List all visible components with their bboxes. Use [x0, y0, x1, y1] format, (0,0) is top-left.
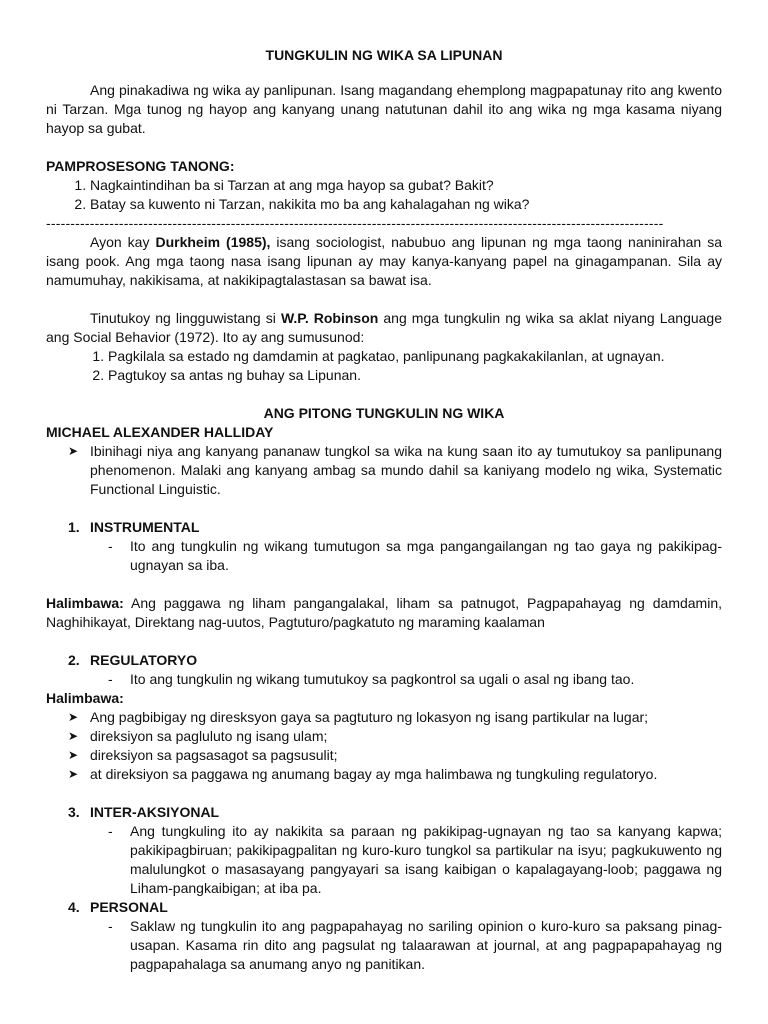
list-item: ➤ direksiyon sa pagluluto ng isang ulam;	[68, 728, 328, 744]
dash-bullet: -	[108, 918, 113, 934]
regulatoryo-examples	[46, 708, 722, 784]
pito-author: MICHAEL ALEXANDER HALLIDAY	[46, 424, 274, 440]
section-heading-personal	[46, 898, 722, 917]
arrow-bullet-icon: ➤	[68, 729, 79, 743]
example-label: Halimbawa:	[46, 595, 124, 611]
durkheim-lead: Ayon kay	[90, 234, 156, 250]
section-name: INSTRUMENTAL	[90, 519, 200, 535]
section-heading-instrumental	[46, 518, 722, 537]
robinson-list	[46, 347, 722, 385]
dash-bullet: -	[108, 538, 113, 554]
list-item	[108, 537, 722, 575]
robinson-paragraph	[46, 309, 722, 347]
instrumental-desc	[46, 537, 722, 575]
list-item	[68, 442, 722, 499]
section-name: PERSONAL	[90, 899, 168, 915]
robinson-rest: ang mga tungkulin ng wika sa aklat niyang Language ang Social Behavior (1972). Ito ay ang sumusunod:	[46, 310, 722, 345]
pito-desc-list	[46, 442, 722, 499]
personal-desc	[46, 917, 722, 974]
arrow-bullet-icon: ➤	[68, 710, 79, 724]
list-item: ➤ Ang pagbibigay ng diresksyon gaya sa pagtuturo ng lokasyon ng isang partikular na lugar;	[68, 709, 649, 725]
example-label: Halimbawa:	[46, 690, 124, 706]
section-number: 4.	[68, 899, 80, 915]
instrumental-desc-text: Ito ang tungkulin ng wikang tumutugon sa mga pangangailangan ng tao gaya ng pakikipag-ugnayan sa iba.	[130, 538, 722, 573]
example-text: Ang paggawa ng liham pangangalakal, liham sa patnugot, Pagpapahayag ng damdamin, Naghihikayat, Direktang nag-uutos, Pagtuturo/pagkatuto ng maraming kaalaman	[46, 595, 722, 630]
list-item	[108, 917, 722, 974]
pamproseso-heading: PAMPROSESONG TANONG:	[46, 158, 235, 174]
dash-bullet: -	[108, 671, 113, 687]
list-item: 2. Batay sa kuwento ni Tarzan, nakikita mo ba ang kahalagahan ng wika?	[90, 195, 722, 214]
document-title: TUNGKULIN NG WIKA SA LIPUNAN	[265, 47, 503, 63]
list-item: ➤ at direksiyon sa paggawa ng anumang bagay ay mga halimbawa ng tungkuling regulatoryo.	[68, 766, 658, 782]
pito-desc: Ibinihagi niya ang kanyang pananaw tungkol sa wika na kung saan ito ay tumutukoy sa panlipunang phenomenon. Malaki ang kanyang ambag sa mundo dahil sa kaniyang modelo ng wika, Systematic Functional Linguistic.	[90, 443, 722, 497]
list-item: ➤ direksiyon sa pagsasagot sa pagsusulit;	[68, 747, 338, 763]
intro-paragraph: Ang pinakadiwa ng wika ay panlipunan. Isang magandang ehemplong magpapatunay rito ang kwento ni Tarzan. Mga tunog ng hayop ang kanyang unang natutunan dahil ito ang wika ng mga kasama niyang hayop sa gubat.	[46, 82, 722, 136]
arrow-bullet-icon: ➤	[68, 444, 79, 458]
interaksiyonal-desc	[46, 822, 722, 898]
separator-line: -------------------------------------------------------------------------------------------------------------------------------	[46, 215, 664, 231]
regulatoryo-desc	[46, 670, 722, 689]
arrow-bullet-icon: ➤	[68, 767, 79, 781]
list-item: 1. Nagkaintindihan ba si Tarzan at ang mga hayop sa gubat? Bakit?	[90, 176, 722, 195]
robinson-lead: Tinutukoy ng lingguwistang si	[90, 310, 281, 326]
pito-heading: ANG PITONG TUNGKULIN NG WIKA	[263, 405, 505, 421]
durkheim-name: Durkheim (1985),	[155, 234, 271, 250]
regulatoryo-desc-text: Ito ang tungkulin ng wikang tumutukoy sa pagkontrol sa ugali o asal ng ibang tao.	[130, 671, 635, 687]
list-item	[108, 822, 722, 898]
list-item: 2. Pagtukoy sa antas ng buhay sa Lipunan.	[108, 366, 722, 385]
section-number: 1.	[68, 519, 80, 535]
section-name: INTER-AKSIYONAL	[90, 804, 220, 820]
section-name: REGULATORYO	[90, 652, 198, 668]
durkheim-paragraph	[46, 233, 722, 290]
arrow-bullet-icon: ➤	[68, 748, 79, 762]
section-number: 2.	[68, 652, 80, 668]
robinson-name: W.P. Robinson	[280, 310, 379, 326]
list-item	[108, 670, 722, 689]
section-number: 3.	[68, 804, 80, 820]
interaksiyonal-desc-text: Ang tungkuling ito ay nakikita sa paraan ng pakikipag-ugnayan ng tao sa kanyang kapwa; pakikipagbiruan; pakikipagpalitan ng kuro-kuro tungkol sa partikular na isyu; pagkukuwento ng malulungkot o masasayang pangyayari sa isang kaibigan o kapalagayang-loob; paggawa ng Liham-pangkaibigan; at iba pa.	[130, 823, 722, 896]
section-heading-regulatoryo	[46, 651, 722, 670]
personal-desc-text: Saklaw ng tungkulin ito ang pagpapahayag no sariling opinion o kuro-kuro sa paksang pinag-usapan. Kasama rin dito ang pagsulat ng talaarawan at journal, at ang pagpapapahayag ng pagpapahalaga sa anumang anyo ng panitikan.	[130, 918, 722, 972]
pamproseso-list	[46, 176, 722, 214]
list-item: 1. Pagkilala sa estado ng damdamin at pagkatao, panlipunang pagkakakilanlan, at ugnayan.	[108, 347, 722, 366]
durkheim-rest: isang sociologist, nabubuo ang lipunan ng mga taong naninirahan sa isang pook. Ang mga taong nasa isang lipunan ay may kanya-kanyang papel na ginagampanan. Sila ay namumuhay, nakikisama, at nakikipagtalastasan sa bawat isa.	[46, 234, 722, 288]
instrumental-example	[46, 594, 722, 632]
dash-bullet: -	[108, 823, 113, 839]
section-heading-interaksiyonal	[46, 803, 722, 822]
